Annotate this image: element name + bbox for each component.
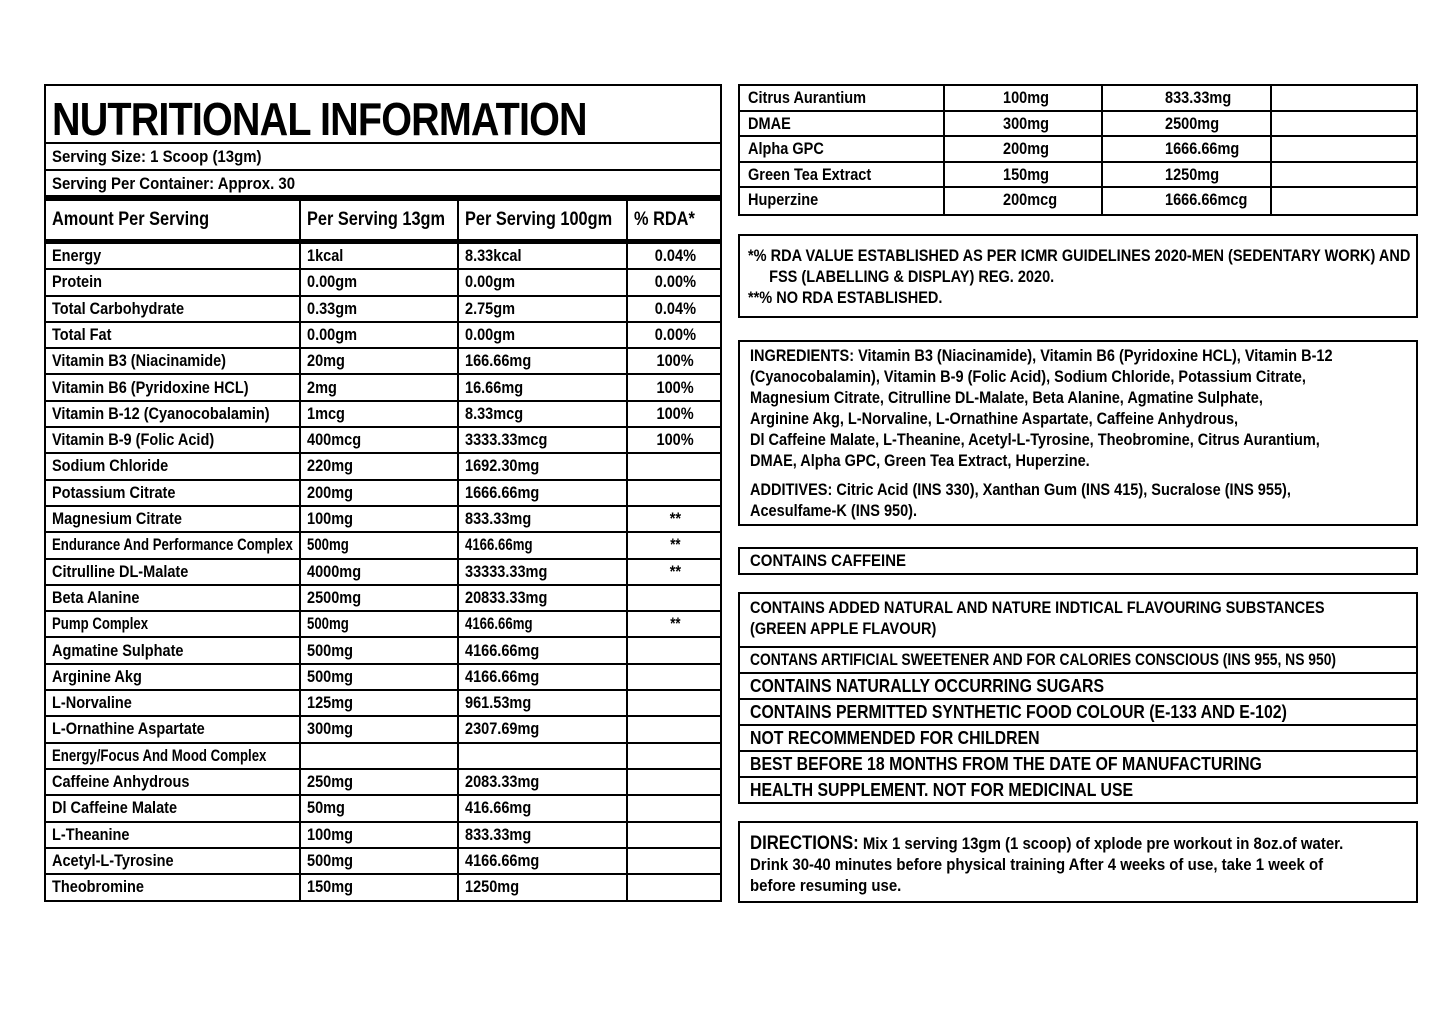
colour-statement: CONTAINS PERMITTED SYNTHETIC FOOD COLOUR (E-133 AND E-102)	[740, 700, 1416, 726]
header-rda: % RDA*	[634, 209, 695, 230]
rda-value: 100%	[656, 431, 694, 450]
ingredients-line: Magnesium Citrate, Citrulline DL-Malate, Beta Alanine, Agmatine Sulphate,	[750, 389, 1263, 407]
caffeine-box: CONTAINS CAFFEINE	[738, 547, 1418, 575]
rda-value	[628, 639, 722, 663]
rda-note-line: FSS (LABELLING & DISPLAY) REG. 2020.	[769, 268, 1055, 286]
table-row	[46, 849, 720, 875]
directions-box	[738, 821, 1418, 903]
children-warning: NOT RECOMMENDED FOR CHILDREN	[740, 726, 1416, 752]
nutrient-name: Theobromine	[52, 878, 144, 897]
per-serving-100gm: 4166.66mg	[465, 615, 533, 634]
per-serving-13gm: 125mg	[307, 694, 354, 713]
header-per-13gm: Per Serving 13gm	[307, 209, 446, 230]
nutrient-name: Total Fat	[52, 325, 112, 344]
table-row	[740, 163, 1416, 189]
nutrient-name: L-Theanine	[52, 825, 130, 844]
nutrient-name: L-Norvaline	[52, 694, 132, 713]
per-serving-100gm: 2500mg	[1165, 114, 1220, 133]
supplement-statement: HEALTH SUPPLEMENT. NOT FOR MEDICINAL USE	[750, 780, 1134, 800]
per-serving-13gm: 250mg	[307, 773, 354, 791]
nutrient-name: Acetyl-L-Tyrosine	[52, 851, 174, 870]
ingredients-box	[738, 340, 1418, 526]
table-group-row	[46, 612, 720, 638]
table-row	[46, 717, 720, 743]
per-serving-100gm: 0.00gm	[465, 325, 516, 344]
rda-note-box	[738, 234, 1418, 318]
rda-note-line: *% RDA VALUE ESTABLISHED AS PER ICMR GUIDELINES 2020-MEN (SEDENTARY WORK) AND	[748, 247, 1411, 265]
per-serving-13gm: 100mg	[307, 510, 354, 528]
ingredients-line: DMAE, Alpha GPC, Green Tea Extract, Huperzine.	[750, 452, 1090, 470]
per-serving-13gm: 2mg	[307, 378, 337, 397]
per-serving-100gm: 33333.33mg	[465, 562, 548, 581]
table-row	[46, 244, 720, 270]
table-group-row	[46, 533, 720, 559]
nutrient-name: Vitamin B-9 (Folic Acid)	[52, 431, 215, 450]
per-serving-13gm: 220mg	[307, 457, 354, 476]
nutrient-name: Energy	[52, 247, 102, 265]
table-row	[46, 349, 720, 375]
per-serving-100gm: 833.33mg	[1165, 89, 1232, 107]
per-serving-100gm: 16.66mg	[465, 378, 524, 397]
nutrition-table-continued	[738, 84, 1418, 216]
nutrient-name: Vitamin B3 (Niacinamide)	[52, 352, 227, 371]
per-serving-100gm: 3333.33mcg	[465, 431, 548, 450]
per-serving-13gm: 300mg	[1003, 114, 1050, 133]
rda-value	[1272, 163, 1418, 187]
nutrient-name: Huperzine	[748, 191, 819, 210]
per-serving-100gm: 1250mg	[1165, 165, 1220, 184]
serving-size: Serving Size: 1 Scoop (13gm)	[46, 142, 720, 170]
directions-label: DIRECTIONS:	[750, 833, 859, 854]
per-serving-13gm: 1mcg	[307, 404, 345, 423]
nutrient-name: Alpha GPC	[748, 140, 824, 159]
rda-value	[628, 875, 722, 901]
per-serving-100gm: 8.33mcg	[465, 404, 524, 423]
nutrient-name: Endurance And Performance Complex	[52, 536, 293, 555]
per-serving-100gm: 2083.33mg	[465, 773, 540, 791]
rda-value	[628, 823, 722, 847]
per-serving-13gm: 200mg	[307, 483, 354, 502]
flavour-statement: CONTAINS ADDED NATURAL AND NATURE INDTICAL FLAVOURING SUBSTANCES (GREEN APPLE FLAVOUR)	[740, 594, 1416, 648]
rda-value	[628, 691, 722, 715]
per-serving-100gm: 833.33mg	[465, 825, 532, 844]
rda-value	[628, 586, 722, 610]
table-row	[46, 376, 720, 402]
ingredients-line: (Cyanocobalamin), Vitamin B-9 (Folic Acid), Sodium Chloride, Potassium Citrate,	[750, 368, 1306, 386]
per-serving-100gm: 4166.66mg	[465, 641, 540, 660]
per-serving-100gm: 961.53mg	[465, 694, 532, 713]
directions-line: DIRECTIONS: Mix 1 serving 13gm (1 scoop) of xplode pre workout in 8oz.of water.	[750, 833, 1344, 854]
per-serving-100gm: 166.66mg	[465, 352, 532, 371]
ingredients-line: INGREDIENTS: Vitamin B3 (Niacinamide), Vitamin B6 (Pyridoxine HCL), Vitamin B-12	[750, 347, 1333, 365]
rda-value: 0.00%	[654, 273, 696, 292]
per-serving-100gm: 8.33kcal	[465, 247, 522, 265]
rda-value	[628, 744, 722, 768]
ingredients-line: Dl Caffeine Malate, L-Theanine, Acetyl-L-Tyrosine, Theobromine, Citrus Aurantium,	[750, 431, 1320, 449]
best-before-statement: BEST BEFORE 18 MONTHS FROM THE DATE OF MANUFACTURING	[740, 752, 1416, 778]
per-serving-13gm: 500mg	[307, 641, 354, 660]
table-row	[46, 691, 720, 717]
nutrient-name: Vitamin B-12 (Cyanocobalamin)	[52, 404, 270, 423]
rda-value	[628, 665, 722, 689]
table-row	[46, 586, 720, 612]
directions-line: before resuming use.	[750, 876, 902, 895]
table-row	[46, 823, 720, 849]
additives-line: ADDITIVES: Citric Acid (INS 330), Xanthan Gum (INS 415), Sucralose (INS 955),	[750, 481, 1291, 499]
nutrient-name: Pump Complex	[52, 615, 149, 634]
rda-value: 100%	[656, 352, 694, 371]
rda-value: **	[669, 562, 681, 581]
table-row	[46, 507, 720, 533]
per-serving-100gm: 833.33mg	[465, 510, 532, 528]
per-serving-100gm: 20833.33mg	[465, 588, 548, 607]
additives-line: Acesulfame-K (INS 950).	[750, 502, 918, 520]
nutrient-name: Arginine Akg	[52, 667, 142, 686]
per-serving-13gm: 500mg	[307, 536, 349, 555]
nutrient-name: Sodium Chloride	[52, 457, 169, 476]
sugars-statement: CONTAINS NATURALLY OCCURRING SUGARS	[740, 674, 1416, 700]
per-serving-13gm: 1kcal	[307, 247, 344, 265]
rda-value: **	[669, 536, 681, 555]
per-serving-100gm: 4166.66mg	[465, 851, 540, 870]
rda-value	[1272, 137, 1418, 161]
per-serving-13gm: 20mg	[307, 352, 345, 371]
rda-value	[628, 770, 722, 794]
table-row	[46, 323, 720, 349]
nutrient-name: Vitamin B6 (Pyridoxine HCL)	[52, 378, 249, 397]
table-row	[46, 270, 720, 296]
per-serving-13gm: 0.33gm	[307, 299, 358, 318]
table-row	[46, 402, 720, 428]
header-amount: Amount Per Serving	[52, 209, 210, 230]
rda-value	[628, 796, 722, 820]
per-serving-13gm: 300mg	[307, 720, 354, 739]
table-row	[46, 770, 720, 796]
nutrient-name: Citrulline DL-Malate	[52, 562, 189, 581]
nutrient-name: Dl Caffeine Malate	[52, 799, 178, 818]
rda-value	[1272, 188, 1418, 214]
nutrient-name: Magnesium Citrate	[52, 510, 182, 528]
ingredients-line: Arginine Akg, L-Norvaline, L-Ornathine Aspartate, Caffeine Anhydrous,	[750, 410, 1239, 428]
per-serving-13gm: 150mg	[307, 878, 354, 897]
table-row	[46, 875, 720, 901]
per-serving-100gm	[459, 744, 626, 768]
rda-note-line: **% NO RDA ESTABLISHED.	[748, 289, 943, 307]
nutrient-name: Caffeine Anhydrous	[52, 773, 190, 791]
nutrient-name: Protein	[52, 273, 103, 292]
per-serving-13gm: 0.00gm	[307, 325, 358, 344]
per-serving-13gm: 2500mg	[307, 588, 362, 607]
per-serving-100gm: 4166.66mg	[465, 667, 540, 686]
rda-value	[628, 481, 722, 505]
sweetener-statement: CONTANS ARTIFICIAL SWEETENER AND FOR CALORIES CONSCIOUS (INS 955, NS 950)	[740, 648, 1416, 674]
table-row	[46, 481, 720, 507]
per-serving-100gm: 1692.30mg	[465, 457, 540, 476]
rda-value: 100%	[656, 404, 694, 423]
per-serving-13gm: 400mcg	[307, 431, 362, 450]
per-serving-100gm: 1250mg	[465, 878, 520, 897]
table-row	[740, 137, 1416, 163]
per-serving-13gm: 500mg	[307, 615, 349, 634]
ingredients-label: INGREDIENTS:	[750, 347, 855, 365]
nutrient-name: Beta Alanine	[52, 588, 140, 607]
rda-value: 0.04%	[654, 299, 696, 318]
per-serving-13gm: 200mg	[1003, 140, 1050, 159]
rda-value: **	[669, 510, 681, 528]
rda-value	[628, 717, 722, 741]
per-serving-13gm: 500mg	[307, 851, 354, 870]
table-row	[46, 428, 720, 454]
nutrient-name: Citrus Aurantium	[748, 89, 867, 107]
rda-value	[1272, 86, 1418, 110]
rda-value	[628, 454, 722, 478]
per-serving-100gm: 1666.66mg	[1165, 140, 1240, 159]
table-row	[740, 188, 1416, 214]
per-serving-13gm	[301, 744, 457, 768]
header-per-100gm: Per Serving 100gm	[465, 209, 613, 230]
per-serving-13gm: 150mg	[1003, 165, 1050, 184]
per-serving-100gm: 1666.66mg	[465, 483, 540, 502]
rda-value: 100%	[656, 378, 694, 397]
per-serving-13gm: 100mg	[1003, 89, 1050, 107]
per-serving-13gm: 200mcg	[1003, 191, 1058, 210]
directions-line: Drink 30-40 minutes before physical training After 4 weeks of use, take 1 week of	[750, 855, 1324, 874]
nutrient-name: Green Tea Extract	[748, 165, 872, 184]
rda-value	[628, 849, 722, 873]
per-serving-13gm: 50mg	[307, 799, 345, 818]
per-serving-100gm: 2.75gm	[465, 299, 516, 318]
table-row	[46, 454, 720, 480]
nutrition-panel	[44, 84, 722, 902]
nutrient-name: Potassium Citrate	[52, 483, 176, 502]
table-row	[740, 112, 1416, 138]
nutrient-name: Agmatine Sulphate	[52, 641, 184, 660]
table-row	[46, 560, 720, 586]
table-header	[46, 201, 720, 239]
nutrient-name: Energy/Focus And Mood Complex	[52, 746, 267, 765]
panel-title: NUTRITIONAL INFORMATION	[52, 93, 587, 145]
per-serving-13gm: 0.00gm	[307, 273, 358, 292]
table-row	[46, 665, 720, 691]
per-serving-100gm: 4166.66mg	[465, 536, 533, 555]
per-serving-100gm: 1666.66mcg	[1165, 191, 1248, 210]
rda-value: 0.00%	[654, 325, 696, 344]
table-row	[46, 796, 720, 822]
rda-value	[1272, 112, 1418, 136]
per-serving-100gm: 0.00gm	[465, 273, 516, 292]
nutrient-name: DMAE	[748, 114, 791, 133]
per-serving-13gm: 100mg	[307, 825, 354, 844]
table-group-row	[46, 744, 720, 770]
table-row	[740, 86, 1416, 112]
table-row	[46, 639, 720, 665]
per-serving-100gm: 2307.69mg	[465, 720, 540, 739]
nutrient-name: L-Ornathine Aspartate	[52, 720, 205, 739]
rda-value: **	[669, 615, 681, 634]
per-serving-13gm: 500mg	[307, 667, 354, 686]
table-row	[46, 297, 720, 323]
nutrient-name: Total Carbohydrate	[52, 299, 185, 318]
additives-label: ADDITIVES:	[750, 481, 833, 499]
warnings-box	[738, 592, 1418, 804]
serving-per-container: Serving Per Container: Approx. 30	[46, 169, 720, 197]
rda-value: 0.04%	[654, 247, 696, 265]
per-serving-100gm: 416.66mg	[465, 799, 532, 818]
per-serving-13gm: 4000mg	[307, 562, 362, 581]
